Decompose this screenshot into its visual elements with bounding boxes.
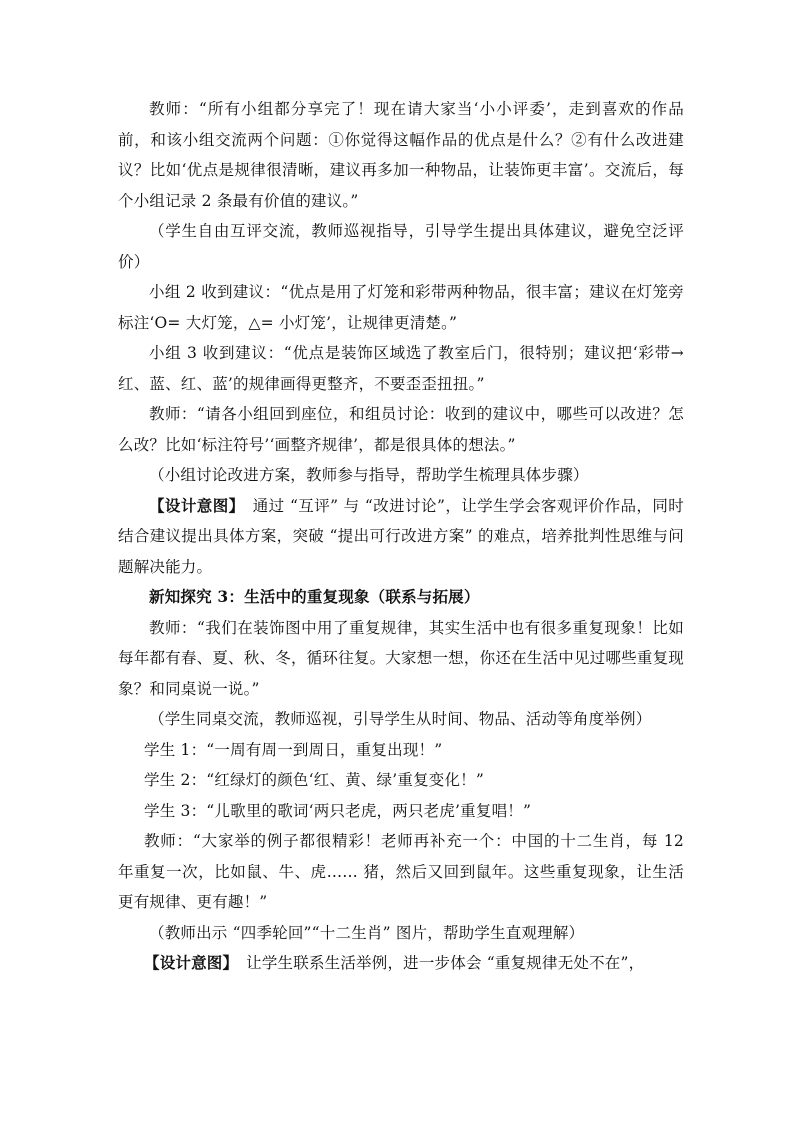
paragraph-teacher-discussion: 教师：“请各小组回到座位，和组员讨论：收到的建议中，哪些可以改进？怎么改？比如‘标注符号’‘画整齐规律’，都是很具体的想法。” xyxy=(118,405,684,454)
design-intent-text: 通过 “互评” 与 “改进讨论”，让学生学会客观评价作品，同时结合建议提出具体方案，突破 “提出可行改进方案” 的难点，培养批判性思维与问题解决能力。 xyxy=(118,496,684,576)
paragraph-student-1: 学生 1：“一周有周一到周日，重复出现！” xyxy=(144,740,443,759)
paragraph-student-3: 学生 3：“儿歌里的歌词‘两只老虎，两只老虎’重复唱！” xyxy=(144,801,532,820)
paragraph-teacher-zodiac: 教师：“大家举的例子都很精彩！老师再补充一个：中国的十二生肖，每 12 年重复一次，比如鼠、牛、虎…… 猪，然后又回到鼠年。这些重复现象，让生活更有规律、更有趣！” xyxy=(118,832,684,911)
paragraph-picture-note: （教师出示 “四季轮回”“十二生肖” 图片，帮助学生直观理解） xyxy=(149,923,585,942)
paragraph-group-discussion-note: （小组讨论改进方案，教师参与指导，帮助学生梳理具体步骤） xyxy=(149,466,589,484)
paragraph-design-intent-1 xyxy=(118,491,684,583)
paragraph-pair-discussion-note: （学生同桌交流，教师巡视，引导学生从时间、物品、活动等角度举例） xyxy=(149,710,652,728)
paragraph-teacher-review: 教师：“所有小组都分享完了！现在请大家当‘小小评委’，走到喜欢的作品前，和该小组交流两个问题：①你觉得这幅作品的优点是什么？②有什么改进建议？比如‘优点是规律很清晰，建议再多加一种物品，让装饰更丰富’。交流后，每个小组记录 2 条最有价值的建议。” xyxy=(118,100,684,210)
paragraph-teacher-life-repeat: 教师：“我们在装饰图中用了重复规律，其实生活中也有很多重复现象！比如每年都有春、夏、秋、冬，循环往复。大家想一想，你还在生活中见过哪些重复现象？和同桌说一说。” xyxy=(118,618,684,698)
paragraph-group2-feedback: 小组 2 收到建议：“优点是用了灯笼和彩带两种物品，很丰富；建议在灯笼旁标注‘O= 大灯笼，△= 小灯笼’，让规律更清楚。” xyxy=(118,283,684,332)
paragraph-group3-feedback: 小组 3 收到建议：“优点是装饰区域选了教室后门，很特别；建议把‘彩带→红、蓝、红、蓝’的规律画得更整齐，不要歪歪扭扭。” xyxy=(118,344,684,393)
design-intent-tag: 【设计意图】 xyxy=(149,495,237,515)
document-page xyxy=(118,94,684,979)
design-intent-text: 让学生联系生活举例，进一步体会 “重复规律无处不在”， xyxy=(230,954,645,972)
design-intent-tag: 【设计意图】 xyxy=(144,953,231,972)
paragraph-student-review-note: （学生自由互评交流，教师巡视指导，引导学生提出具体建议，避免空泛评价） xyxy=(118,222,684,271)
section-heading: 新知探究 3：生活中的重复现象（联系与拓展） xyxy=(149,587,480,606)
paragraph-design-intent-2 xyxy=(118,948,684,979)
paragraph-student-2: 学生 2：“红绿灯的颜色‘红、黄、绿’重复变化！” xyxy=(144,771,484,789)
